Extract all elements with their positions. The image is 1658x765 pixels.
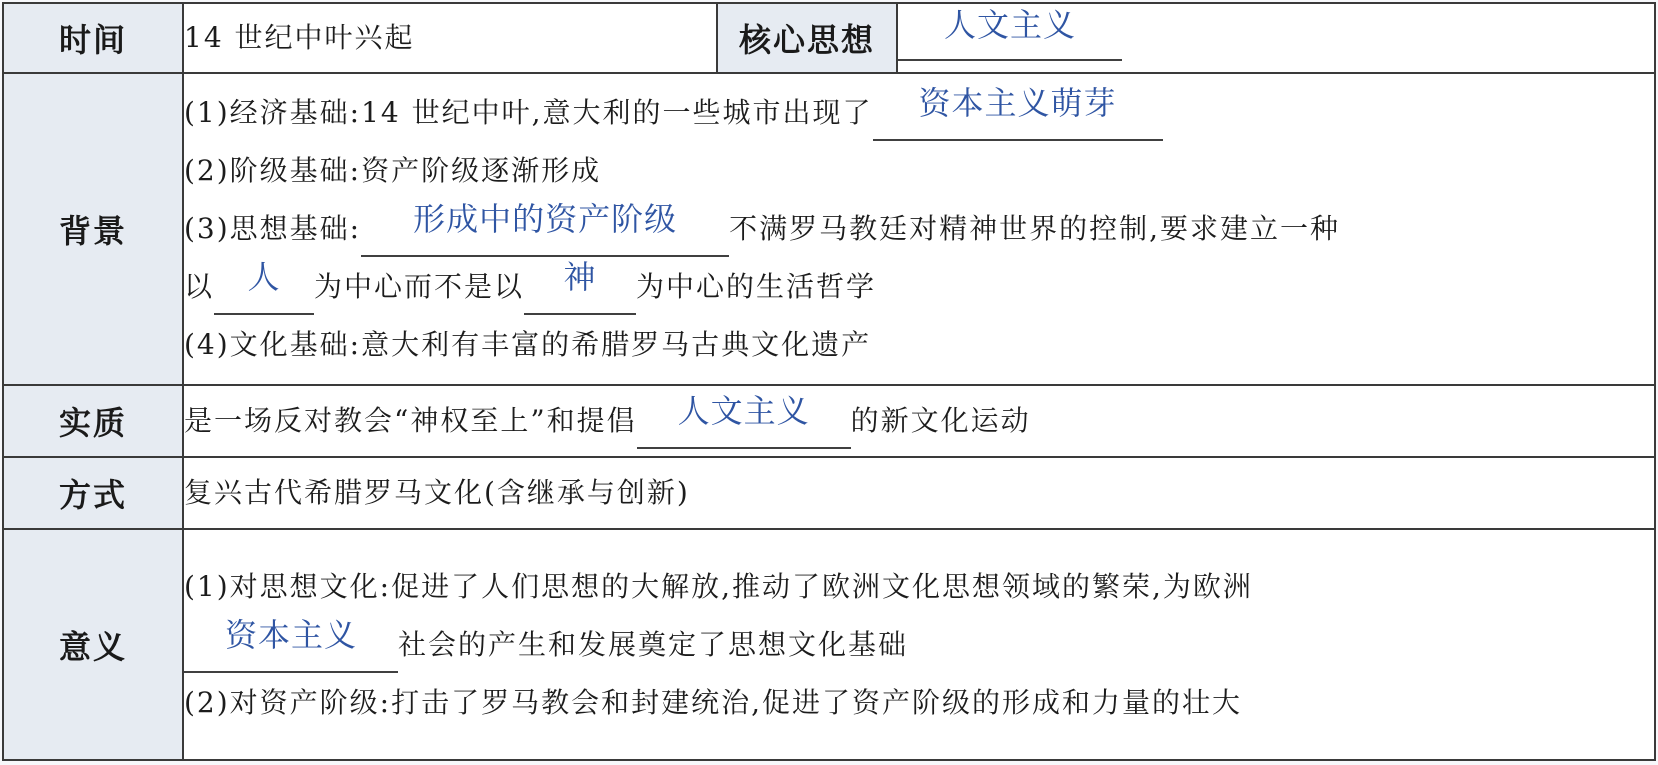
value-background bbox=[183, 73, 1655, 385]
essence-suffix: 的新文化运动 bbox=[850, 404, 1031, 437]
row-background bbox=[3, 73, 1655, 385]
answer-blank-capitalism bbox=[184, 615, 398, 673]
answer-core-idea: 人文主义 bbox=[943, 6, 1076, 44]
row-essence bbox=[3, 385, 1655, 457]
label-method: 方式 bbox=[3, 457, 183, 529]
label-background: 背景 bbox=[3, 73, 183, 385]
answer-thought: 形成中的资产阶级 bbox=[413, 200, 678, 238]
row-significance bbox=[3, 529, 1655, 760]
value-significance bbox=[183, 529, 1655, 760]
background-economy-text: (1)经济基础:14 世纪中叶,意大利的一些城市出现了 bbox=[184, 96, 873, 129]
answer-blank-core-idea bbox=[898, 6, 1122, 61]
significance-line-3: (2)对资产阶级:打击了罗马教会和封建统治,促进了资产阶级的形成和力量的壮大 bbox=[184, 685, 1243, 719]
background-thought-prefix: (3)思想基础: bbox=[184, 212, 362, 245]
background-line4-b: 为中心而不是以 bbox=[314, 270, 525, 303]
row-method bbox=[3, 457, 1655, 529]
value-time: 14 世纪中叶兴起 bbox=[183, 3, 717, 73]
background-line4-c: 为中心的生活哲学 bbox=[636, 270, 877, 303]
background-line4-a: 以 bbox=[184, 270, 215, 303]
value-essence bbox=[183, 385, 1655, 457]
significance-line-1: (1)对思想文化:促进了人们思想的大解放,推动了欧洲文化思想领域的繁荣,为欧洲 bbox=[184, 569, 1253, 603]
label-significance: 意义 bbox=[3, 529, 183, 760]
background-thought-suffix: 不满罗马教廷对精神世界的控制,要求建立一种 bbox=[729, 212, 1341, 245]
essence-prefix: 是一场反对教会“神权至上”和提倡 bbox=[184, 404, 637, 437]
answer-god: 神 bbox=[563, 258, 597, 296]
significance-line-2 bbox=[184, 616, 1654, 674]
row-time bbox=[3, 3, 1655, 73]
answer-blank-god bbox=[524, 258, 636, 315]
significance-line2-suffix: 社会的产生和发展奠定了思想文化基础 bbox=[398, 627, 909, 661]
value-core-idea bbox=[897, 3, 1655, 73]
background-line-1 bbox=[184, 84, 1654, 142]
background-line-5: (4)文化基础:意大利有丰富的希腊罗马古典文化遗产 bbox=[184, 328, 872, 361]
answer-blank-economy bbox=[873, 84, 1163, 141]
label-essence: 实质 bbox=[3, 385, 183, 457]
background-line-2: (2)阶级基础:资产阶级逐渐形成 bbox=[184, 154, 602, 187]
answer-essence: 人文主义 bbox=[677, 392, 810, 430]
background-line-4 bbox=[184, 258, 1654, 316]
answer-economy: 资本主义萌芽 bbox=[918, 84, 1117, 122]
answer-capitalism: 资本主义 bbox=[224, 615, 357, 654]
renaissance-summary-table bbox=[2, 2, 1656, 761]
answer-human: 人 bbox=[247, 258, 281, 296]
label-core-idea: 核心思想 bbox=[717, 3, 897, 73]
value-method: 复兴古代希腊罗马文化(含继承与创新) bbox=[183, 457, 1655, 529]
background-line-3 bbox=[184, 200, 1654, 258]
answer-blank-thought bbox=[361, 200, 729, 257]
answer-blank-human bbox=[214, 258, 314, 315]
label-time: 时间 bbox=[3, 3, 183, 73]
answer-blank-essence bbox=[637, 392, 851, 449]
